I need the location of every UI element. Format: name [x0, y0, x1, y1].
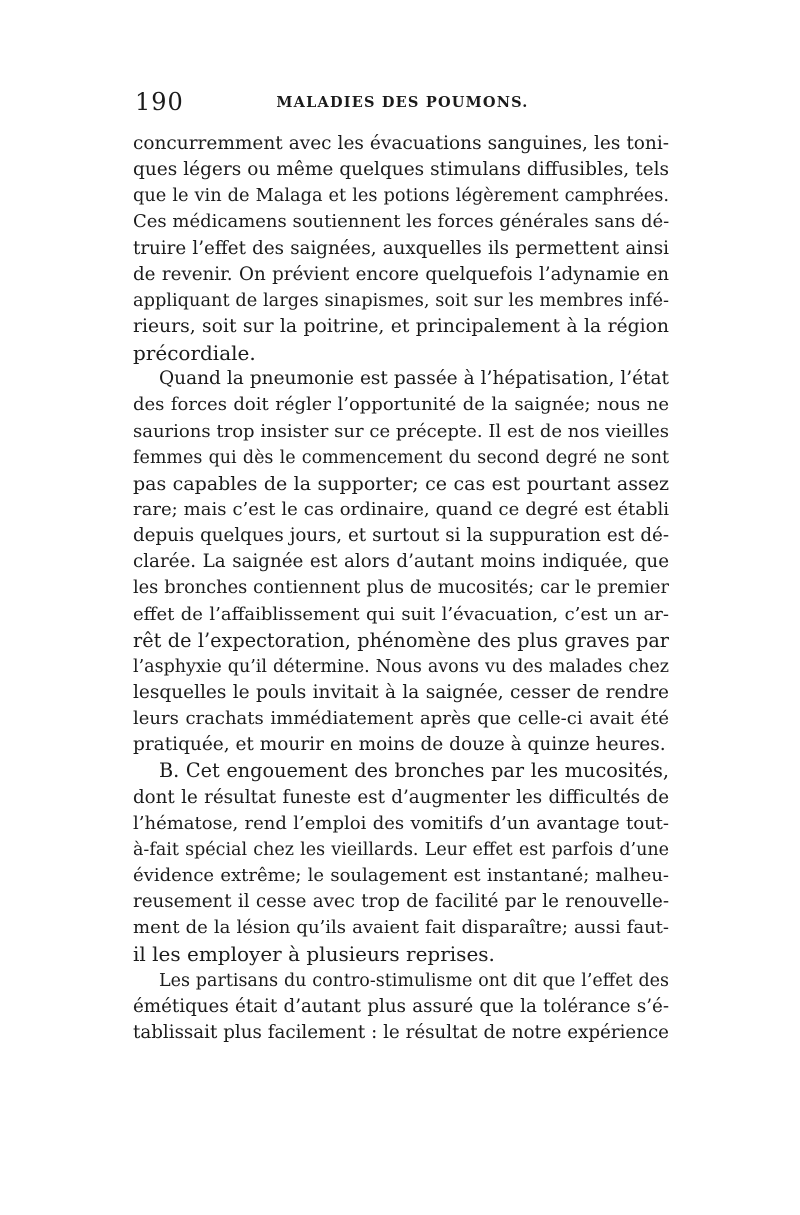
text-line: ques légers ou même quelques stimulans diffusibles, tels	[133, 159, 669, 181]
text-line: pas capables de la supporter; ce cas est pourtant assez	[133, 472, 669, 495]
text-line: rieurs, soit sur la poitrine, et principalement à la région	[133, 315, 669, 337]
text-line: tablissait plus facilement : le résultat de notre expérience	[133, 1021, 669, 1043]
text-line: truire l’effet des saignées, auxquelles ils permettent ainsi	[133, 237, 669, 259]
text-line: lesquelles le pouls invitait à la saignée, cesser de rendre	[133, 681, 669, 703]
running-title: MALADIES DES POUMONS.	[276, 94, 529, 111]
text-line: ment de la lésion qu’ils avaient fait disparaître; aussi faut-	[133, 917, 669, 939]
text-line: dont le résultat funeste est d’augmenter les difficultés de	[133, 786, 669, 808]
text-line: pratiquée, et mourir en moins de douze à quinze heures.	[133, 734, 666, 756]
page-number: 190	[135, 88, 184, 116]
text-line: femmes qui dès le commencement du second degré ne sont	[133, 447, 669, 468]
text-line: que le vin de Malaga et les potions légèrement camphrées.	[133, 186, 669, 207]
text-line: il les employer à plusieurs reprises.	[133, 942, 495, 967]
text-line: Ces médicamens soutiennent les forces générales sans dé-	[133, 211, 670, 233]
text-line: l’hématose, rend l’emploi des vomitifs d’un avantage tout-	[133, 812, 669, 834]
text-line: B. Cet engouement des bronches par les mucosités,	[159, 759, 669, 783]
text-line: l’asphyxie qu’il détermine. Nous avons vu des malades chez	[133, 656, 669, 677]
text-line: évidence extrême; le soulagement est instantané; malheu-	[133, 864, 669, 886]
text-line: rêt de l’expectoration, phénomène des plus graves par	[133, 628, 669, 652]
text-line: Quand la pneumonie est passée à l’hépatisation, l’état	[159, 368, 669, 390]
text-line: de revenir. On prévient encore quelquefois l’adynamie en	[133, 263, 669, 285]
text-line: précordiale.	[133, 341, 256, 366]
text-line: émétiques était d’autant plus assuré que la tolérance s’é-	[133, 995, 669, 1017]
text-line: Les partisans du contro-stimulisme ont dit que l’effet des	[159, 970, 669, 991]
text-line: à-fait spécial chez les vieillards. Leur effet est parfois d’une	[133, 839, 669, 860]
text-line: saurions trop insister sur ce précepte. Il est de nos vieilles	[133, 420, 669, 442]
text-line: les bronches contiennent plus de mucosités; car le premier	[133, 578, 669, 599]
text-line: reusement il cesse avec trop de facilité par le renouvelle-	[133, 891, 669, 913]
text-line: rare; mais c’est le cas ordinaire, quand ce degré est établi	[133, 498, 669, 520]
text-line: clarée. La saignée est alors d’autant moins indiquée, que	[133, 551, 669, 573]
running-head	[135, 88, 670, 118]
body-text	[133, 131, 669, 1046]
text-line: des forces doit régler l’opportunité de la saignée; nous ne	[133, 394, 669, 416]
text-line: depuis quelques jours, et surtout si la suppuration est dé-	[133, 525, 669, 547]
text-line: concurremment avec les évacuations sanguines, les toni-	[133, 133, 669, 154]
text-line: leurs crachats immédiatement après que celle-ci avait été	[133, 708, 669, 730]
text-line: appliquant de larges sinapismes, soit sur les membres infé-	[133, 290, 669, 311]
text-line: effet de l’affaiblissement qui suit l’évacuation, c’est un ar-	[133, 603, 669, 625]
